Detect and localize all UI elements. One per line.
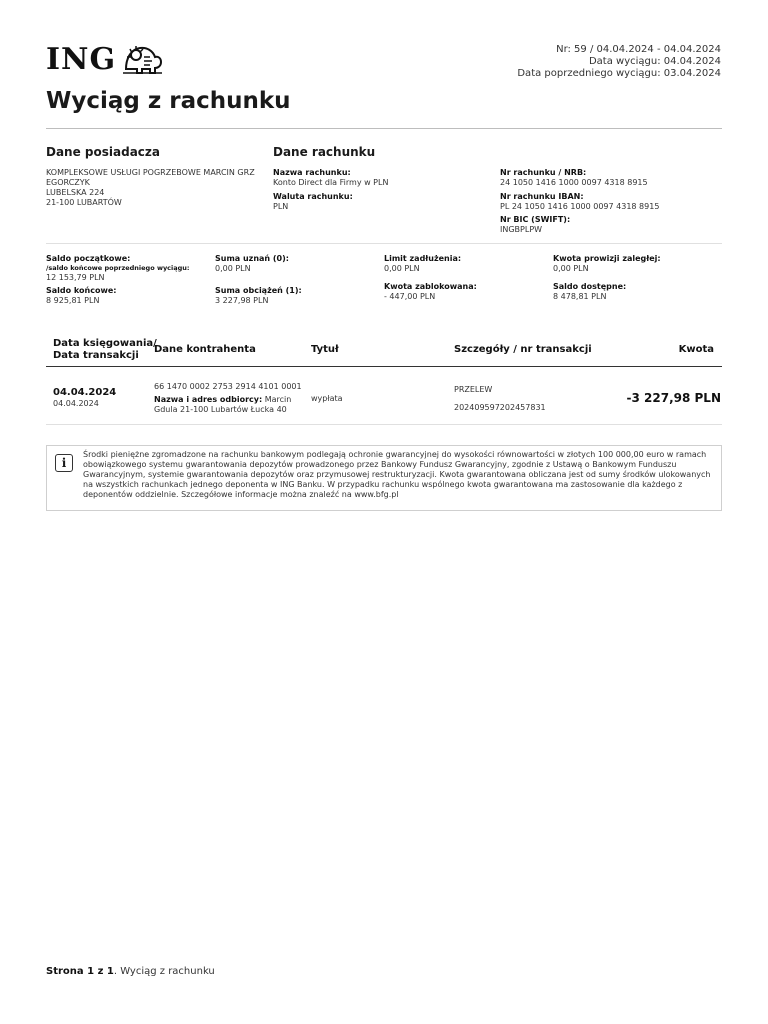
- party-label: Nazwa i adres odbiorcy:: [154, 395, 263, 404]
- row-type: PRZELEW: [454, 385, 493, 394]
- account-currency-value: PLN: [273, 202, 289, 211]
- divider: [46, 243, 722, 244]
- col-header-details: Szczegóły / nr transakcji: [454, 344, 592, 355]
- footer-suffix: . Wyciąg z rachunku: [113, 966, 215, 977]
- col-header-party: Dane kontrahenta: [154, 344, 256, 355]
- col-header-date-line2: Data transakcji: [53, 350, 139, 361]
- account-name: [273, 168, 388, 188]
- previous-statement-date: Data poprzedniego wyciągu: 03.04.2024: [517, 68, 721, 79]
- account-bic: [500, 215, 570, 235]
- deposit-guarantee-notice: [46, 445, 722, 511]
- statement-number: Nr: 59 / 04.04.2024 - 04.04.2024: [556, 44, 721, 55]
- credits-value: 0,00 PLN: [215, 264, 251, 273]
- account-name-label: Nazwa rachunku:: [273, 168, 351, 177]
- row-transaction-no: 202409597202457831: [454, 403, 546, 412]
- available-balance: [553, 282, 626, 302]
- debt-limit: [384, 254, 461, 274]
- credits-label: Suma uznań (0):: [215, 254, 289, 263]
- page-footer: [46, 966, 215, 977]
- available-value: 8 478,81 PLN: [553, 292, 607, 301]
- closing-balance-label: Saldo końcowe:: [46, 286, 117, 295]
- commission-value: 0,00 PLN: [553, 264, 589, 273]
- ing-logo: [46, 42, 164, 77]
- holder-line: EGORCZYK: [46, 178, 90, 187]
- blocked-label: Kwota zablokowana:: [384, 282, 477, 291]
- holder-line: LUBELSKA 224: [46, 188, 105, 197]
- bic-value: INGBPLPW: [500, 225, 543, 234]
- limit-value: 0,00 PLN: [384, 264, 420, 273]
- table-header-divider: [46, 366, 722, 367]
- bic-label: Nr BIC (SWIFT):: [500, 215, 571, 224]
- lion-icon: [120, 43, 164, 77]
- iban-value: PL 24 1050 1416 1000 0097 4318 8915: [500, 202, 660, 211]
- holder-line: 21-100 LUBARTÓW: [46, 198, 122, 207]
- holder-line: KOMPLEKSOWE USŁUGI POGRZEBOWE MARCIN GRZ: [46, 168, 255, 177]
- holder-heading: Dane posiadacza: [46, 145, 160, 159]
- notice-text: Środki pieniężne zgromadzone na rachunku bankowym podlegają ochronie gwarancyjnej do wysokości równowartości w złotych 100 000,00 euro w ramach obowiązkowego systemu gwarantowania depozytów prowadzonego przez Bankowy Fundusz Gwarancyjny, zgodnie z Ustawą o Bankowym Funduszu Gwarancyjnym, systemie gwarantowania depozytów oraz przymusowej restrukturyzacji. Kwota gwarantowana obliczana jest od sumy środków ulokowanych na wszystkich rachunkach jednego deponenta w ING Banku. W przypadku rachunku wspólnego kwota gwarantowana ma zastosowanie dla każdego z deponentów oddzielnie. Szczegółowe informacje można znaleźć na www.bfg.pl: [83, 450, 711, 499]
- blocked-value: - 447,00 PLN: [384, 292, 436, 301]
- blocked-amount: [384, 282, 477, 302]
- commission-label: Kwota prowizji zaległej:: [553, 254, 661, 263]
- commission-due: [553, 254, 661, 274]
- debits-value: 3 227,98 PLN: [215, 296, 269, 305]
- nrb-value: 24 1050 1416 1000 0097 4318 8915: [500, 178, 648, 187]
- available-label: Saldo dostępne:: [553, 282, 627, 291]
- account-name-value: Konto Direct dla Firmy w PLN: [273, 178, 389, 187]
- transaction-date: 04.04.2024: [53, 399, 99, 408]
- party-account: 66 1470 0002 2753 2914 4101 0001: [154, 382, 302, 391]
- account-nrb: [500, 168, 648, 188]
- opening-balance: [46, 254, 190, 283]
- logo-text: ING: [46, 42, 117, 77]
- row-party: [154, 382, 304, 415]
- table-row-divider: [46, 424, 722, 425]
- page-title: Wyciąg z rachunku: [46, 88, 291, 114]
- statement-meta: [517, 44, 721, 80]
- info-icon: i: [55, 454, 73, 472]
- opening-balance-value: 12 153,79 PLN: [46, 273, 105, 282]
- page-number: Strona 1 z 1: [46, 966, 114, 977]
- closing-balance: [46, 286, 116, 306]
- account-currency: [273, 192, 353, 212]
- booking-date: 04.04.2024: [53, 387, 117, 398]
- party-name-address: [154, 395, 304, 415]
- credits-sum: [215, 254, 289, 274]
- col-header-title: Tytuł: [311, 344, 339, 355]
- divider: [46, 128, 722, 129]
- row-dates: [53, 387, 116, 409]
- opening-balance-label: Saldo początkowe:: [46, 254, 131, 263]
- statement-date: Data wyciągu: 04.04.2024: [588, 56, 721, 67]
- debits-sum: [215, 286, 302, 306]
- limit-label: Limit zadłużenia:: [384, 254, 462, 263]
- col-header-date: [53, 338, 157, 362]
- row-amount: -3 227,98 PLN: [626, 391, 721, 405]
- account-heading: Dane rachunku: [273, 145, 376, 159]
- party-name-1: Marcin: [262, 395, 292, 404]
- party-name-2: Gdula 21-100 Lubartów Łucka 40: [154, 405, 287, 414]
- col-header-amount: Kwota: [678, 344, 714, 355]
- opening-balance-sublabel: /saldo końcowe poprzedniego wyciągu:: [46, 264, 190, 272]
- row-title: wypłata: [311, 394, 343, 403]
- iban-label: Nr rachunku IBAN:: [500, 192, 584, 201]
- account-iban: [500, 192, 659, 212]
- holder-details: [46, 168, 255, 208]
- nrb-label: Nr rachunku / NRB:: [500, 168, 587, 177]
- account-currency-label: Waluta rachunku:: [273, 192, 353, 201]
- closing-balance-value: 8 925,81 PLN: [46, 296, 100, 305]
- debits-label: Suma obciążeń (1):: [215, 286, 302, 295]
- col-header-date-line1: Data księgowania/: [53, 338, 157, 349]
